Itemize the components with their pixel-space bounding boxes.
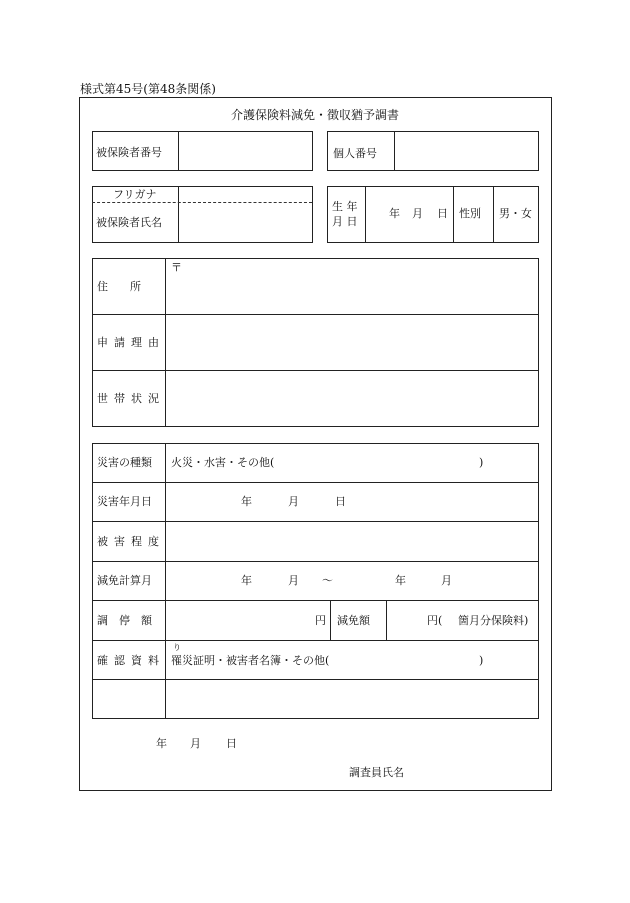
exemption-amount-months: 箇月分保険料) [458, 614, 529, 627]
birth-label-line2: 月 日 [332, 215, 358, 228]
individual-number-label: 個人番号 [333, 147, 377, 160]
verification-ruby: り [173, 643, 181, 652]
investigator-label: 調査員氏名 [349, 766, 404, 779]
insured-name-label: 被保険者氏名 [96, 216, 162, 229]
birth-label-line1: 生 年 [332, 200, 358, 213]
household-label: 世帯状況 [97, 392, 165, 405]
adjusted-amount-label: 調 停 額 [97, 614, 152, 627]
disaster-type-label: 災害の種類 [97, 456, 152, 469]
damage-degree-label: 被害程度 [97, 535, 165, 548]
exemption-year2: 年 [395, 574, 406, 587]
disaster-date-year: 年 [241, 495, 252, 508]
form-title: 介護保険料減免・徴収猶予調書 [230, 108, 399, 122]
exemption-month2: 月 [441, 574, 452, 587]
gender-value: 男・女 [499, 207, 532, 220]
exemption-amount-label: 減免額 [337, 614, 370, 627]
furigana-label: フリガナ [113, 188, 157, 201]
verification-label: 確認資料 [97, 654, 165, 667]
disaster-section [92, 443, 539, 719]
footer-year: 年 [156, 737, 167, 750]
postal-mark: 〒 [171, 261, 182, 274]
exemption-amount-unit: 円( [427, 614, 443, 627]
adjusted-amount-unit: 円 [315, 614, 326, 627]
footer-day: 日 [226, 737, 237, 750]
exemption-period-label: 減免計算月 [97, 574, 152, 587]
verification-close: ) [479, 654, 484, 667]
exemption-month1: 月 [288, 574, 299, 587]
form-number: 様式第45号(第48条関係) [80, 82, 216, 96]
disaster-type-close: ) [479, 456, 484, 469]
disaster-type-text: 火災・水害・その他( [171, 456, 275, 469]
gender-label: 性別 [459, 207, 481, 220]
disaster-date-day: 日 [335, 495, 346, 508]
exemption-tilde: 〜 [322, 574, 333, 587]
verification-text: 罹災証明・被害者名簿・その他( [171, 654, 330, 667]
insured-number-label: 被保険者番号 [96, 146, 162, 159]
address-label: 住 所 [97, 280, 141, 293]
footer-month: 月 [190, 737, 201, 750]
birth-year: 年 [389, 207, 400, 220]
birth-month: 月 [412, 207, 423, 220]
birth-day: 日 [437, 207, 448, 220]
disaster-date-month: 月 [288, 495, 299, 508]
disaster-date-label: 災害年月日 [97, 495, 152, 508]
reason-label: 申請理由 [97, 336, 165, 349]
exemption-year1: 年 [241, 574, 252, 587]
